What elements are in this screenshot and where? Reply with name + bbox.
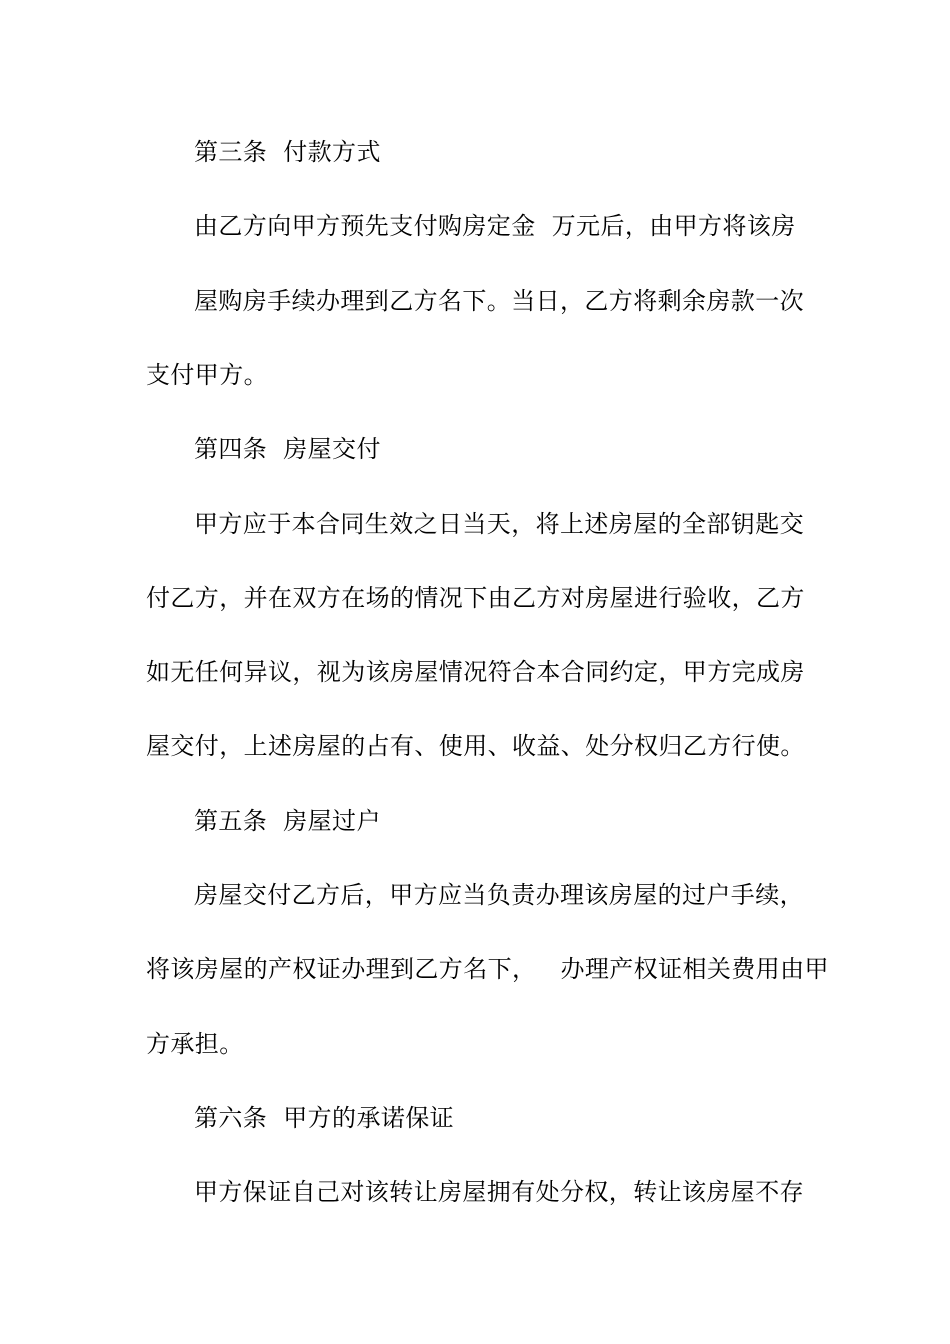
paragraph-line: 支付甲方。: [146, 361, 268, 389]
paragraph-line: 方承担。: [146, 1030, 244, 1058]
paragraph-line: 如无任何异议，视为该房屋情况符合本合同约定，甲方完成房: [146, 658, 805, 686]
paragraph-line: 由乙方向甲方预先支付购房定金 万元后，由甲方将该房: [194, 212, 796, 240]
paragraph-line: 屋购房手续办理到乙方名下。当日，乙方将剩余房款一次: [194, 287, 804, 315]
paragraph-line: 甲方保证自己对该转让房屋拥有处分权，转让该房屋不存: [194, 1178, 804, 1206]
paragraph-line: 屋交付，上述房屋的占有、使用、收益、处分权归乙方行使。: [146, 732, 805, 760]
article-heading-6: 第六条 甲方的承诺保证: [194, 1104, 455, 1132]
paragraph-line: 甲方应于本合同生效之日当天，将上述房屋的全部钥匙交: [194, 510, 804, 538]
article-heading-5: 第五条 房屋过户: [194, 807, 381, 835]
article-heading-3: 第三条 付款方式: [194, 138, 381, 166]
article-heading-4: 第四条 房屋交付: [194, 435, 381, 463]
paragraph-line: 将该房屋的产权证办理到乙方名下， 办理产权证相关费用由甲: [146, 955, 829, 983]
paragraph-line: 付乙方，并在双方在场的情况下由乙方对房屋进行验收，乙方: [146, 584, 805, 612]
paragraph-line: 房屋交付乙方后，甲方应当负责办理该房屋的过户手续，: [194, 881, 804, 909]
